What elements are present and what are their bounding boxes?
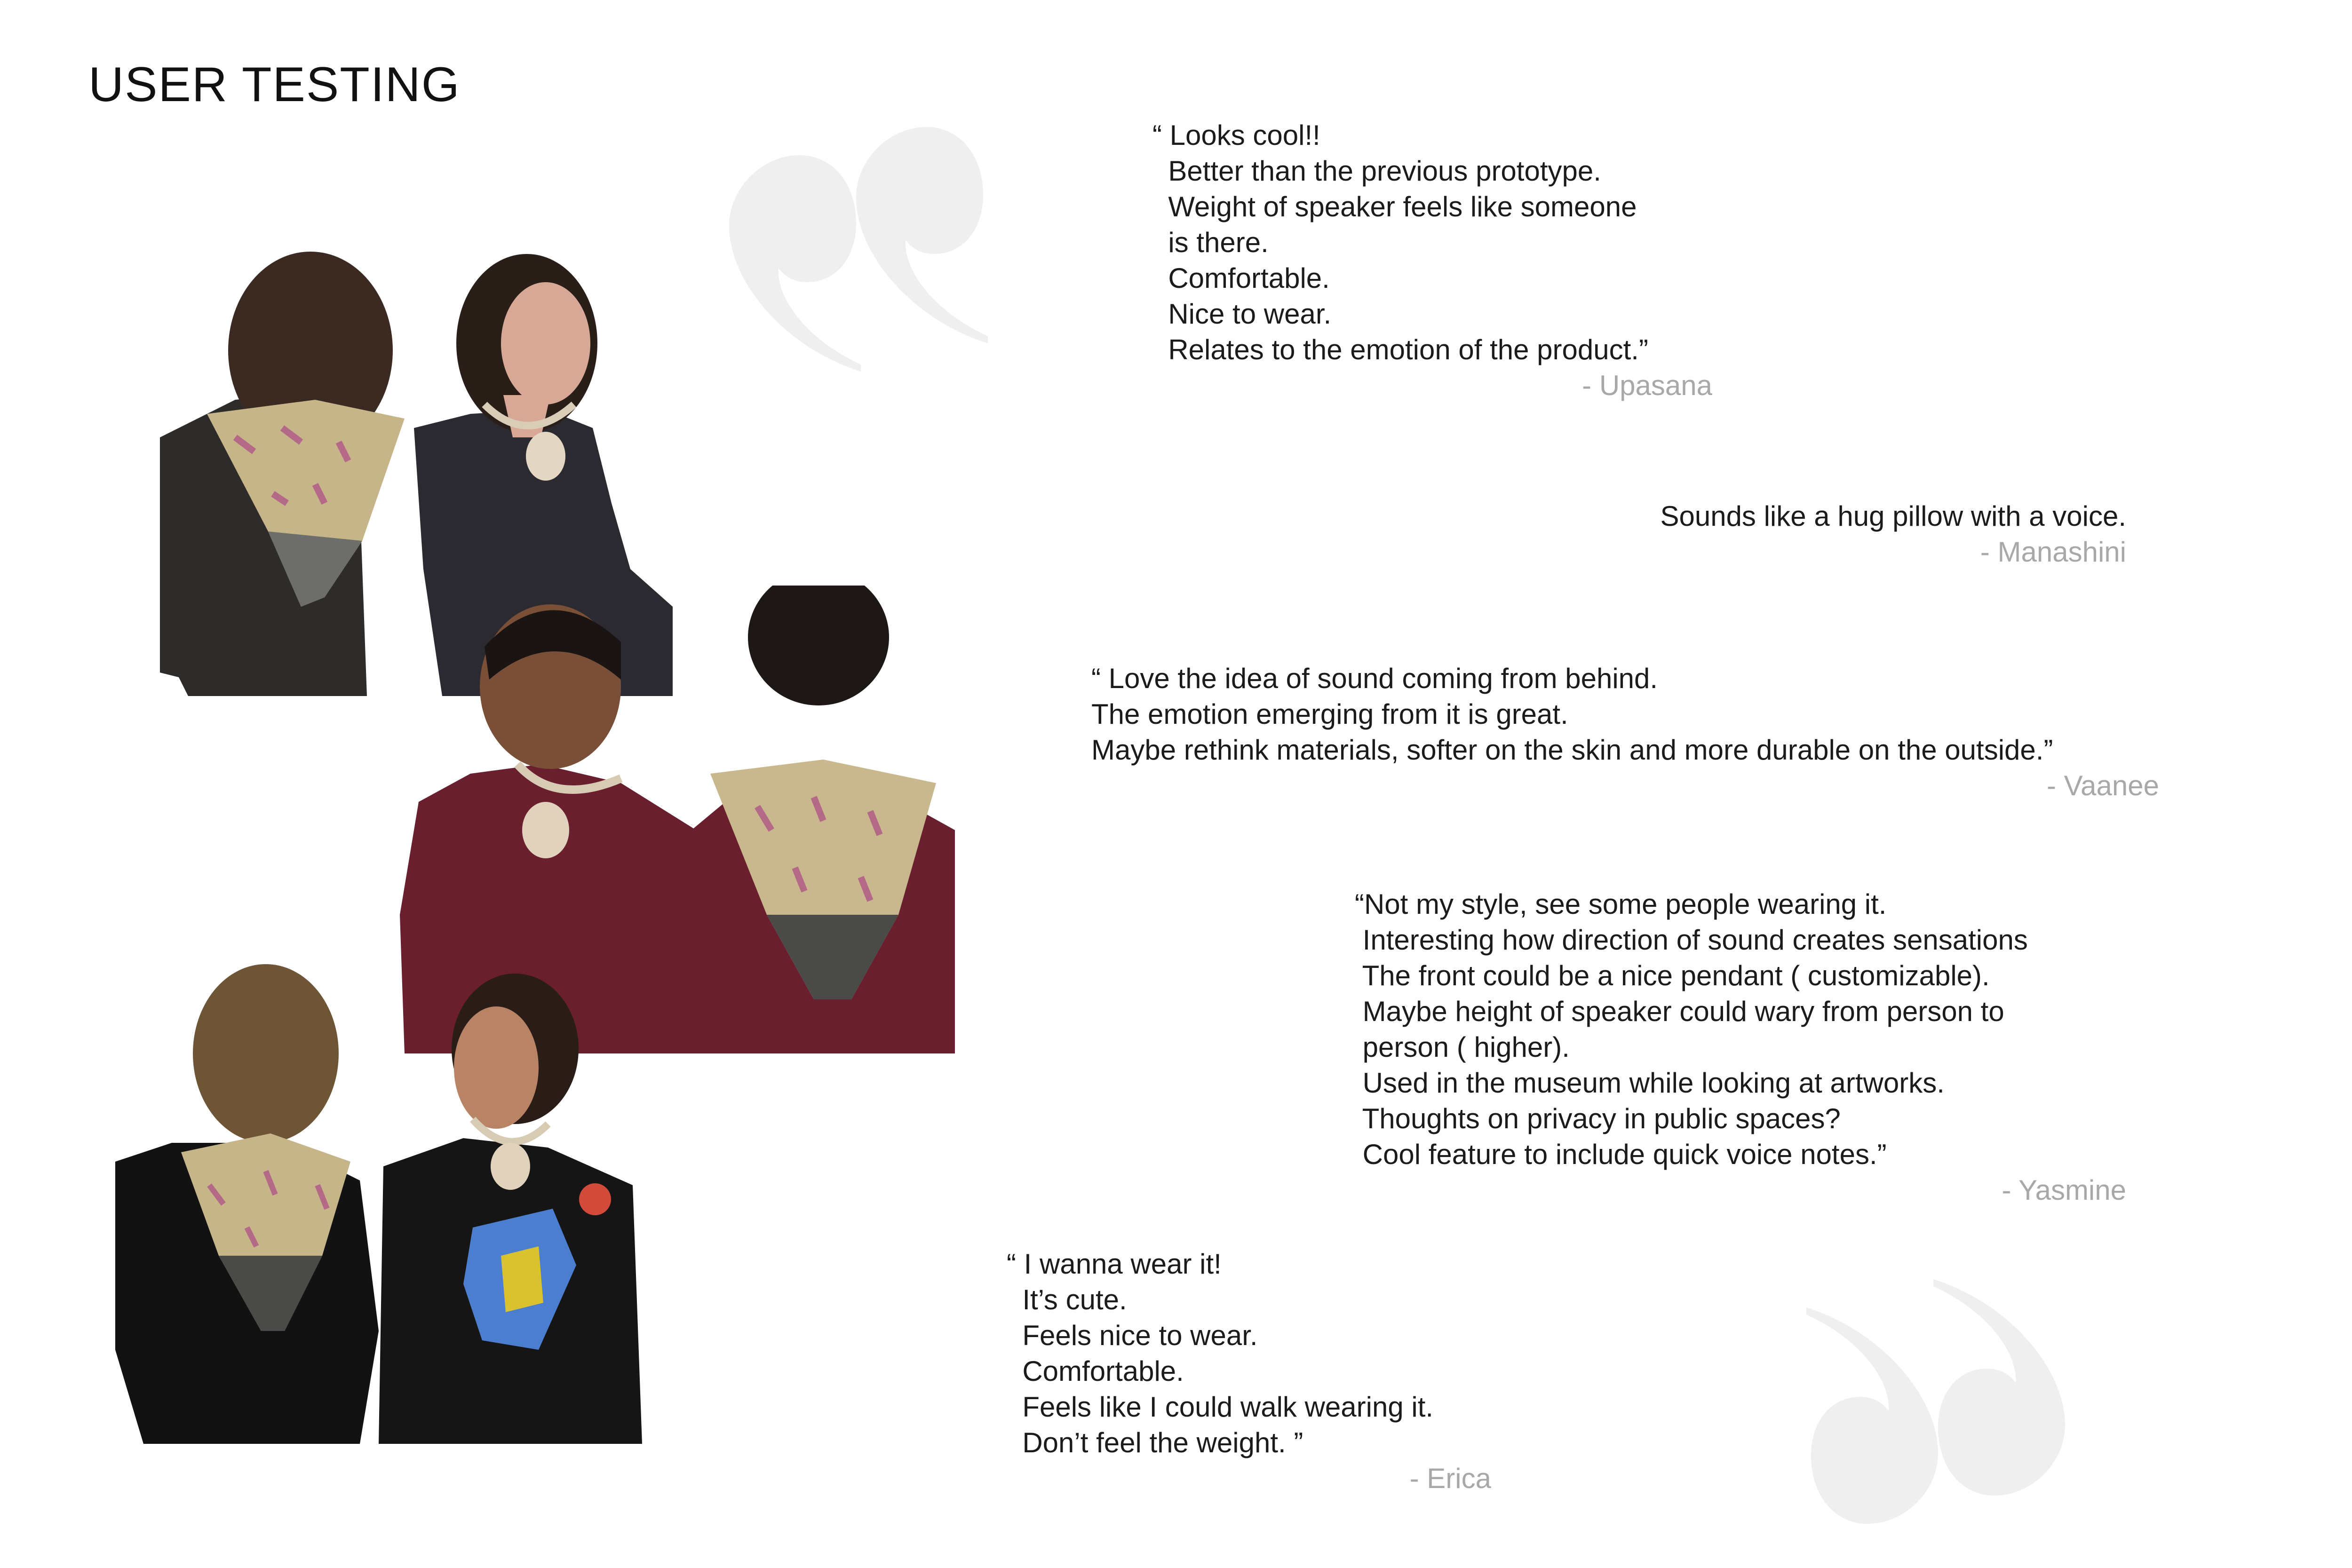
testimonial-line: Maybe height of speaker could wary from person to <box>1355 996 2004 1027</box>
testimonial-yasmine <box>1355 887 2126 1208</box>
testimonial-line: “ I wanna wear it! <box>1007 1248 1222 1280</box>
testimonial-upasana <box>1152 118 1712 404</box>
testimonial-line: Interesting how direction of sound creates sensations <box>1355 924 2028 956</box>
testimonial-line: The emotion emerging from it is great. <box>1091 698 1568 730</box>
testimonial-line: Used in the museum while looking at artworks. <box>1355 1067 1945 1099</box>
close-quote-icon <box>1802 1270 2074 1524</box>
testimonial-line: Don’t feel the weight. ” <box>1007 1427 1303 1458</box>
testimonial-line: “Not my style, see some people wearing it. <box>1355 888 1887 920</box>
testimonial-line: Maybe rethink materials, softer on the skin and more durable on the outside.” <box>1091 734 2053 766</box>
page-title: USER TESTING <box>88 57 461 112</box>
testimonial-manashini <box>1581 499 2126 570</box>
testimonial-line: Comfortable. <box>1007 1355 1184 1387</box>
testimonial-author: - Vaanee <box>2046 770 2159 801</box>
testimonial-line: is there. <box>1152 227 1269 258</box>
user-testing-photo-3 <box>115 964 652 1444</box>
testimonial-line: Relates to the emotion of the product.” <box>1152 334 1648 365</box>
testimonial-author: - Erica <box>1409 1463 1491 1494</box>
testimonial-line: It’s cute. <box>1007 1284 1127 1315</box>
testimonial-line: “ Love the idea of sound coming from behind. <box>1091 663 1658 694</box>
testimonial-line: “ Looks cool!! <box>1152 119 1320 151</box>
testimonial-line: Feels like I could walk wearing it. <box>1007 1391 1434 1423</box>
testimonial-line: Better than the previous prototype. <box>1152 155 1601 187</box>
testimonial-line: Sounds like a hug pillow with a voice. <box>1660 500 2126 532</box>
testimonial-line: Comfortable. <box>1152 262 1330 294</box>
testimonial-vaanee <box>1091 661 2159 804</box>
testimonial-author: - Manashini <box>1980 536 2126 568</box>
testimonial-author: - Upasana <box>1582 370 1712 401</box>
testimonial-line: Feels nice to wear. <box>1007 1320 1258 1351</box>
testimonial-line: Thoughts on privacy in public spaces? <box>1355 1103 1841 1134</box>
testimonial-line: The front could be a nice pendant ( customizable). <box>1355 960 1990 991</box>
testimonial-line: Cool feature to include quick voice notes.” <box>1355 1139 1887 1170</box>
testimonial-erica <box>1007 1246 1491 1497</box>
testimonial-author: - Yasmine <box>2002 1174 2126 1206</box>
open-quote-icon <box>720 127 993 381</box>
testimonial-line: person ( higher). <box>1355 1031 1570 1063</box>
testimonial-line: Weight of speaker feels like someone <box>1152 191 1637 222</box>
testimonial-line: Nice to wear. <box>1152 298 1332 330</box>
